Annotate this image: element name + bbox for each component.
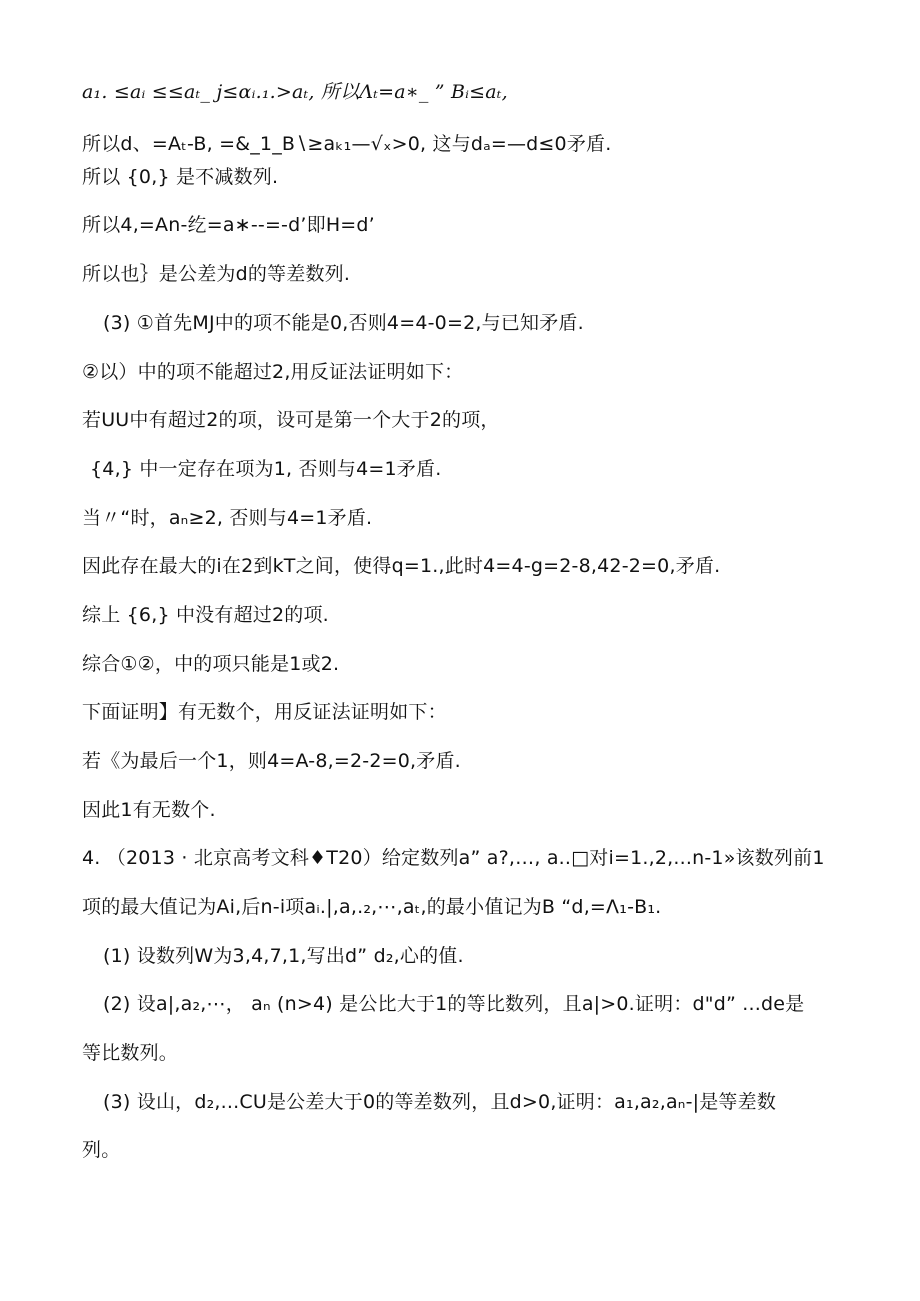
part-3-heading: (3) ①首先MJ中的项不能是0,否则4=4-0=2,与已知矛盾. — [103, 312, 584, 334]
proof-line-14: 下面证明】有无数个，用反证法证明如下： — [82, 701, 447, 723]
proof-line-10: 当〃“时，aₙ≥2, 否则与4=1矛盾. — [82, 507, 373, 529]
problem-4-part-2-cont: 等比数列。 — [82, 1042, 179, 1064]
proof-line-15: 若《为最后一个1，则4=A-8,=2-2=0,矛盾. — [82, 750, 461, 772]
proof-line-11: 因此存在最大的i在2到kT之间，使得q=1.,此时4=4-g=2-8,42-2=0,矛盾. — [82, 555, 721, 577]
problem-4-part-3: (3) 设山，d₂,...CU是公差大于0的等差数列，且d>0,证明：a₁,a₂,aₙ-|是等差数 — [103, 1091, 777, 1113]
problem-4-line-2: 项的最大值记为Ai,后n-i项aᵢ.|,a,.₂,⋯,aₜ,的最小值记为B “d,=Λ₁-B₁. — [82, 896, 662, 918]
proof-line-3: 所以 {0,} 是不减数列. — [82, 166, 279, 188]
problem-4-part-2: (2) 设a|,a₂,⋯， aₙ (n>4) 是公比大于1的等比数列，且a|>0.证明：d"d” ...de是 — [103, 993, 805, 1015]
problem-4-part-3-cont: 列。 — [82, 1139, 121, 1161]
proof-line-7: ②以）中的项不能超过2,用反证法证明如下： — [82, 361, 464, 383]
proof-line-1: a₁. ≤aᵢ ≤≤aₜ_ j≤αᵢ.₁.>aₜ, 所以Λₜ=a∗_ ” Bᵢ≤aₜ, — [82, 81, 508, 103]
proof-line-9: {4,} 中一定存在项为1, 否则与4=1矛盾. — [90, 458, 442, 480]
proof-line-5: 所以也｝是公差为d的等差数列. — [82, 263, 351, 285]
proof-line-8: 若UU中有超过2的项，设可是第一个大于2的项， — [82, 409, 500, 431]
proof-line-2: 所以d、=Aₜ-B, =&_1_B∖≥aₖ₁—√ₓ>0, 这与dₐ=—d≤0矛盾. — [82, 133, 612, 155]
proof-line-12: 综上 {6,} 中没有超过2的项. — [82, 604, 329, 626]
proof-line-4: 所以4,=An-纥=a∗--=-d’即H=d’ — [82, 214, 375, 236]
proof-line-13: 综合①②，中的项只能是1或2. — [82, 653, 340, 675]
proof-line-16: 因此1有无数个. — [82, 799, 216, 821]
problem-4-heading: 4. （2013 · 北京高考文科♦T20）给定数列a” a?,…, a..□对i=1.,2,...n-1»该数列前1 — [82, 847, 825, 869]
problem-4-part-1: (1) 设数列W为3,4,7,1,写出d” d₂,心的值. — [103, 945, 464, 967]
